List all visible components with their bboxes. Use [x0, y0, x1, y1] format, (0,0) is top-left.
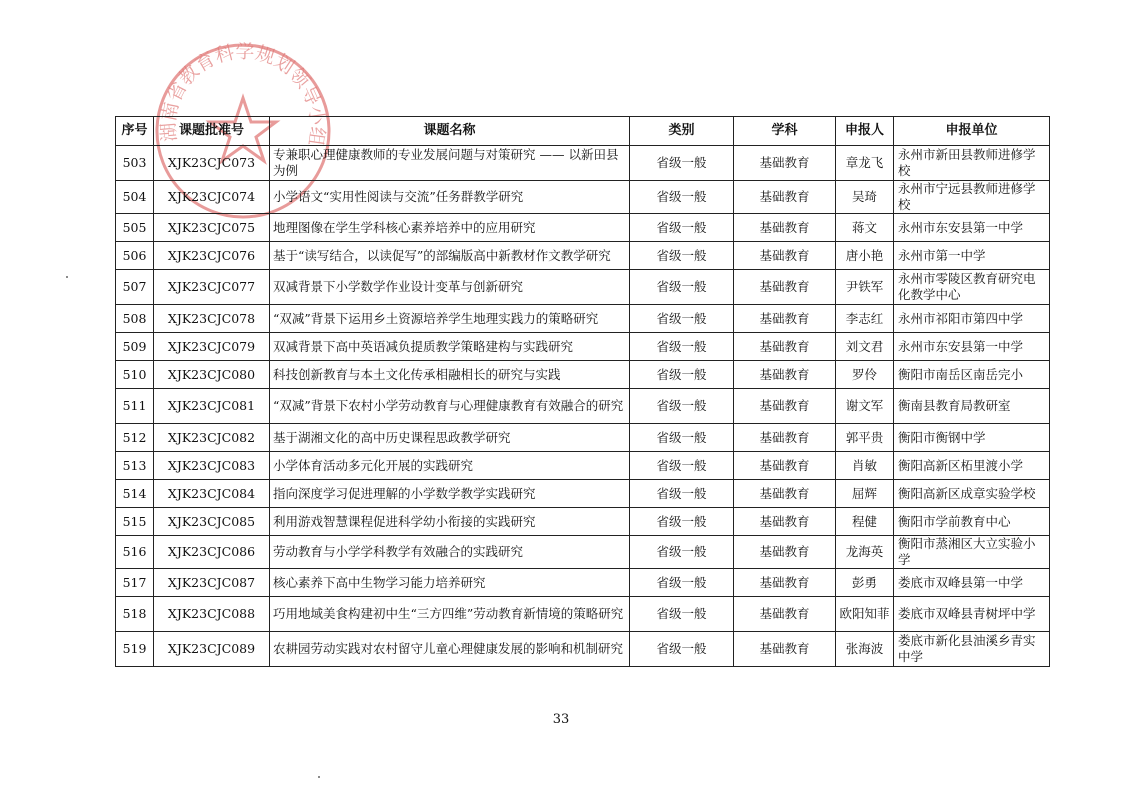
cell-index: 519 — [116, 632, 154, 667]
cell-category: 省级一般 — [630, 333, 734, 361]
cell-applicant: 郭平贵 — [836, 424, 894, 452]
cell-category: 省级一般 — [630, 452, 734, 480]
cell-subject: 基础教育 — [734, 181, 836, 214]
cell-approval-number: XJK23CJC084 — [154, 480, 270, 508]
cell-unit: 娄底市双峰县青树坪中学 — [894, 597, 1050, 632]
cell-approval-number: XJK23CJC088 — [154, 597, 270, 632]
cell-index: 505 — [116, 214, 154, 242]
table-row — [116, 508, 1050, 536]
cell-applicant: 罗伶 — [836, 361, 894, 389]
svg-text:湖南省教育科学规划领导小组: 湖南省教育科学规划领导小组 — [157, 40, 329, 148]
table-row — [116, 569, 1050, 597]
cell-subject: 基础教育 — [734, 361, 836, 389]
cell-category: 省级一般 — [630, 536, 734, 569]
table-row — [116, 632, 1050, 667]
cell-project-title: 核心素养下高中生物学习能力培养研究 — [270, 569, 630, 597]
table-row — [116, 305, 1050, 333]
table-body — [116, 146, 1050, 667]
cell-subject: 基础教育 — [734, 597, 836, 632]
cell-project-title: 小学语文“实用性阅读与交流”任务群教学研究 — [270, 181, 630, 214]
cell-index: 515 — [116, 508, 154, 536]
cell-subject: 基础教育 — [734, 424, 836, 452]
cell-subject: 基础教育 — [734, 333, 836, 361]
cell-project-title: 专兼职心理健康教师的专业发展问题与对策研究 —— 以新田县为例 — [270, 146, 630, 181]
cell-approval-number: XJK23CJC073 — [154, 146, 270, 181]
cell-approval-number: XJK23CJC079 — [154, 333, 270, 361]
table-header-row — [116, 117, 1050, 146]
cell-approval-number: XJK23CJC089 — [154, 632, 270, 667]
cell-approval-number: XJK23CJC080 — [154, 361, 270, 389]
cell-category: 省级一般 — [630, 214, 734, 242]
table-row — [116, 333, 1050, 361]
cell-project-title: “双减”背景下农村小学劳动教育与心理健康教育有效融合的研究 — [270, 389, 630, 424]
table-row — [116, 389, 1050, 424]
cell-approval-number: XJK23CJC086 — [154, 536, 270, 569]
cell-category: 省级一般 — [630, 424, 734, 452]
table-row — [116, 480, 1050, 508]
cell-approval-number: XJK23CJC085 — [154, 508, 270, 536]
cell-project-title: 农耕园劳动实践对农村留守儿童心理健康发展的影响和机制研究 — [270, 632, 630, 667]
cell-subject: 基础教育 — [734, 146, 836, 181]
cell-applicant: 谢文军 — [836, 389, 894, 424]
cell-index: 507 — [116, 270, 154, 305]
cell-index: 516 — [116, 536, 154, 569]
cell-index: 504 — [116, 181, 154, 214]
cell-applicant: 李志红 — [836, 305, 894, 333]
cell-index: 503 — [116, 146, 154, 181]
cell-applicant: 欧阳知菲 — [836, 597, 894, 632]
cell-project-title: 科技创新教育与本土文化传承相融相长的研究与实践 — [270, 361, 630, 389]
cell-project-title: 巧用地域美食构建初中生“三方四维”劳动教育新情境的策略研究 — [270, 597, 630, 632]
cell-project-title: 双减背景下高中英语减负提质教学策略建构与实践研究 — [270, 333, 630, 361]
table-row — [116, 424, 1050, 452]
cell-category: 省级一般 — [630, 389, 734, 424]
cell-subject: 基础教育 — [734, 389, 836, 424]
cell-applicant: 唐小艳 — [836, 242, 894, 270]
cell-unit: 娄底市新化县油溪乡青实中学 — [894, 632, 1050, 667]
cell-applicant: 程健 — [836, 508, 894, 536]
cell-approval-number: XJK23CJC082 — [154, 424, 270, 452]
cell-subject: 基础教育 — [734, 305, 836, 333]
cell-subject: 基础教育 — [734, 632, 836, 667]
cell-category: 省级一般 — [630, 569, 734, 597]
cell-applicant: 彭勇 — [836, 569, 894, 597]
cell-project-title: 基于“读写结合，以读促写”的部编版高中新教材作文教学研究 — [270, 242, 630, 270]
cell-project-title: 小学体育活动多元化开展的实践研究 — [270, 452, 630, 480]
cell-subject: 基础教育 — [734, 536, 836, 569]
cell-unit: 衡阳市南岳区南岳完小 — [894, 361, 1050, 389]
cell-category: 省级一般 — [630, 242, 734, 270]
cell-index: 506 — [116, 242, 154, 270]
cell-subject: 基础教育 — [734, 508, 836, 536]
cell-unit: 衡阳市蒸湘区大立实验小学 — [894, 536, 1050, 569]
cell-category: 省级一般 — [630, 146, 734, 181]
page-number: 33 — [552, 712, 570, 727]
cell-applicant: 龙海英 — [836, 536, 894, 569]
cell-category: 省级一般 — [630, 270, 734, 305]
header-applicant: 申报人 — [836, 117, 894, 146]
cell-project-title: 劳动教育与小学学科教学有效融合的实践研究 — [270, 536, 630, 569]
project-table — [115, 116, 1050, 667]
cell-index: 514 — [116, 480, 154, 508]
cell-applicant: 张海波 — [836, 632, 894, 667]
table-row — [116, 536, 1050, 569]
cell-unit: 永州市东安县第一中学 — [894, 214, 1050, 242]
cell-index: 512 — [116, 424, 154, 452]
cell-approval-number: XJK23CJC076 — [154, 242, 270, 270]
cell-unit: 永州市宁远县教师进修学校 — [894, 181, 1050, 214]
cell-unit: 永州市零陵区教育研究电化教学中心 — [894, 270, 1050, 305]
cell-unit: 永州市东安县第一中学 — [894, 333, 1050, 361]
cell-subject: 基础教育 — [734, 452, 836, 480]
header-project-title: 课题名称 — [270, 117, 630, 146]
cell-unit: 永州市新田县教师进修学校 — [894, 146, 1050, 181]
cell-applicant: 屈辉 — [836, 480, 894, 508]
cell-subject: 基础教育 — [734, 214, 836, 242]
cell-project-title: 双减背景下小学数学作业设计变革与创新研究 — [270, 270, 630, 305]
cell-approval-number: XJK23CJC083 — [154, 452, 270, 480]
cell-category: 省级一般 — [630, 305, 734, 333]
header-subject: 学科 — [734, 117, 836, 146]
table-row — [116, 270, 1050, 305]
cell-subject: 基础教育 — [734, 270, 836, 305]
table-row — [116, 181, 1050, 214]
cell-project-title: 地理图像在学生学科核心素养培养中的应用研究 — [270, 214, 630, 242]
cell-index: 508 — [116, 305, 154, 333]
cell-approval-number: XJK23CJC075 — [154, 214, 270, 242]
table-row — [116, 146, 1050, 181]
table-row — [116, 597, 1050, 632]
scan-speck — [66, 276, 68, 278]
cell-applicant: 尹铁军 — [836, 270, 894, 305]
cell-project-title: “双减”背景下运用乡土资源培养学生地理实践力的策略研究 — [270, 305, 630, 333]
table-row — [116, 452, 1050, 480]
cell-category: 省级一般 — [630, 632, 734, 667]
cell-index: 511 — [116, 389, 154, 424]
cell-subject: 基础教育 — [734, 480, 836, 508]
cell-unit: 衡阳高新区柘里渡小学 — [894, 452, 1050, 480]
cell-category: 省级一般 — [630, 508, 734, 536]
cell-unit: 永州市祁阳市第四中学 — [894, 305, 1050, 333]
cell-applicant: 吴琦 — [836, 181, 894, 214]
cell-index: 513 — [116, 452, 154, 480]
cell-applicant: 蒋文 — [836, 214, 894, 242]
cell-approval-number: XJK23CJC077 — [154, 270, 270, 305]
header-index: 序号 — [116, 117, 154, 146]
table-row — [116, 361, 1050, 389]
header-approval-number: 课题批准号 — [154, 117, 270, 146]
cell-unit: 衡阳市衡钢中学 — [894, 424, 1050, 452]
cell-category: 省级一般 — [630, 361, 734, 389]
cell-unit: 永州市第一中学 — [894, 242, 1050, 270]
table-row — [116, 214, 1050, 242]
cell-index: 517 — [116, 569, 154, 597]
cell-index: 509 — [116, 333, 154, 361]
cell-category: 省级一般 — [630, 597, 734, 632]
cell-project-title: 基于湖湘文化的高中历史课程思政教学研究 — [270, 424, 630, 452]
cell-category: 省级一般 — [630, 480, 734, 508]
cell-index: 518 — [116, 597, 154, 632]
header-category: 类别 — [630, 117, 734, 146]
cell-approval-number: XJK23CJC074 — [154, 181, 270, 214]
cell-unit: 衡南县教育局教研室 — [894, 389, 1050, 424]
cell-subject: 基础教育 — [734, 569, 836, 597]
cell-project-title: 指向深度学习促进理解的小学数学教学实践研究 — [270, 480, 630, 508]
header-unit: 申报单位 — [894, 117, 1050, 146]
table-row — [116, 242, 1050, 270]
cell-project-title: 利用游戏智慧课程促进科学幼小衔接的实践研究 — [270, 508, 630, 536]
cell-unit: 衡阳市学前教育中心 — [894, 508, 1050, 536]
cell-approval-number: XJK23CJC087 — [154, 569, 270, 597]
cell-approval-number: XJK23CJC078 — [154, 305, 270, 333]
cell-index: 510 — [116, 361, 154, 389]
cell-unit: 衡阳高新区成章实验学校 — [894, 480, 1050, 508]
scan-speck — [318, 776, 320, 778]
cell-unit: 娄底市双峰县第一中学 — [894, 569, 1050, 597]
cell-approval-number: XJK23CJC081 — [154, 389, 270, 424]
cell-applicant: 刘文君 — [836, 333, 894, 361]
cell-subject: 基础教育 — [734, 242, 836, 270]
cell-category: 省级一般 — [630, 181, 734, 214]
cell-applicant: 肖敏 — [836, 452, 894, 480]
cell-applicant: 章龙飞 — [836, 146, 894, 181]
